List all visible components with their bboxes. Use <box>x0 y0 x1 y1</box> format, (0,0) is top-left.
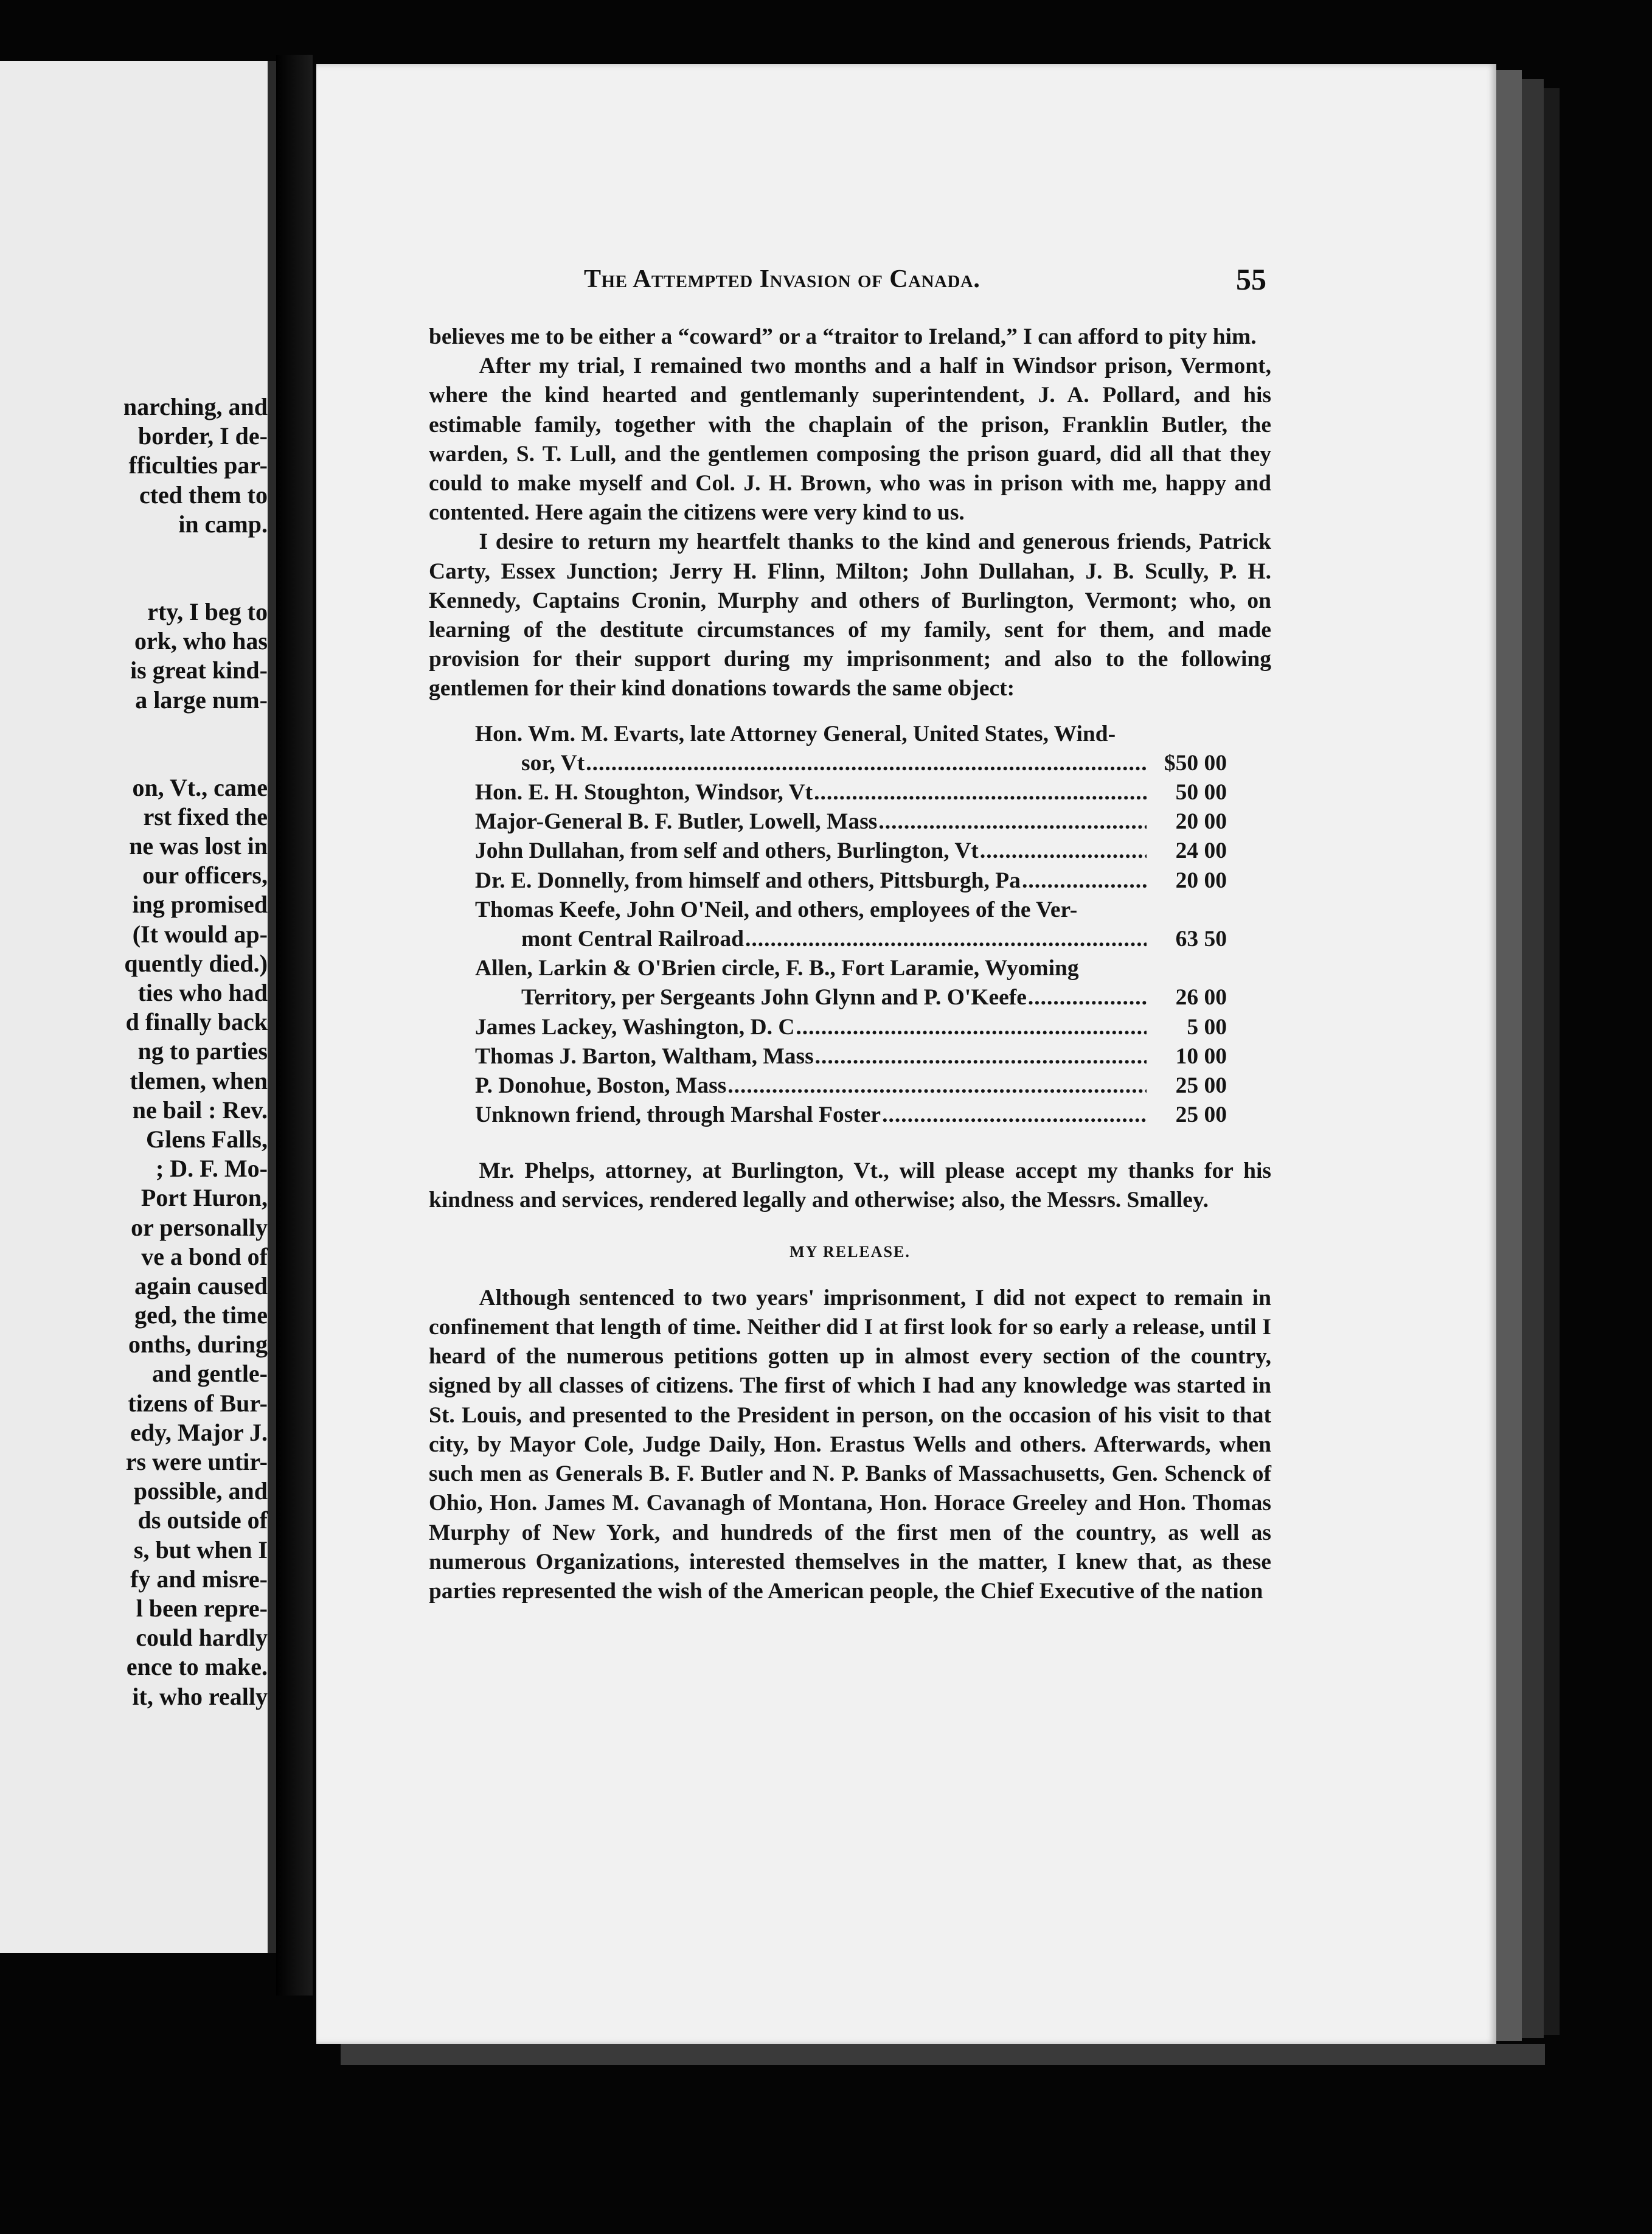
page-edge <box>1496 70 1522 2041</box>
donation-row <box>475 983 1227 1012</box>
donor-name: Unknown friend, through Marshal Foster <box>475 1102 881 1128</box>
facing-page-line: border, I de- <box>138 422 268 450</box>
facing-page-line: Port Huron, <box>141 1184 268 1212</box>
facing-page-line: our officers, <box>142 861 268 889</box>
release-section <box>429 1284 1271 1606</box>
running-head: The Attempted Invasion of Canada. <box>584 265 980 293</box>
facing-page-line: it, who really <box>132 1682 268 1710</box>
donor-name: P. Donohue, Boston, Mass <box>475 1073 727 1098</box>
facing-page-line: ged, the time <box>134 1301 268 1329</box>
leader-dots <box>745 925 1147 954</box>
leader-dots <box>796 1013 1147 1042</box>
leader-dots <box>1028 983 1147 1012</box>
facing-page-line: ; D. F. Mo- <box>155 1155 268 1183</box>
donation-row <box>475 837 1227 866</box>
facing-page-line: again caused <box>134 1272 268 1300</box>
facing-page-line: a large num- <box>135 686 268 714</box>
facing-page-line: or personally <box>131 1213 268 1241</box>
donation-amount: 26 00 <box>1175 985 1227 1011</box>
donation-amount: 20 00 <box>1175 868 1227 893</box>
facing-page-line: ds outside of <box>137 1506 268 1534</box>
facing-page-line <box>0 539 268 597</box>
facing-page-line: ne bail : Rev. <box>132 1096 268 1124</box>
facing-page-line: and gentle- <box>152 1360 268 1388</box>
donation-row <box>475 925 1227 954</box>
facing-page-line: edy, Major J. <box>130 1418 268 1446</box>
leader-dots <box>815 1042 1147 1071</box>
donation-row <box>475 778 1227 807</box>
facing-page-line: on, Vt., came <box>132 773 268 801</box>
facing-page-line: d finally back <box>125 1008 268 1036</box>
facing-page-line: cted them to <box>139 481 268 509</box>
book-gutter <box>276 55 313 1996</box>
facing-page-line: ing promised <box>132 891 268 919</box>
facing-page-line: rty, I beg to <box>147 597 268 625</box>
facing-page <box>0 61 276 1953</box>
leader-dots <box>586 749 1147 778</box>
donor-name: Thomas J. Barton, Waltham, Mass <box>475 1043 814 1069</box>
donation-amount: 24 00 <box>1175 838 1227 864</box>
facing-page-line: ng to parties <box>137 1037 268 1065</box>
page-edge-bottom <box>341 2044 1545 2065</box>
facing-page-line: tlemen, when <box>130 1067 268 1094</box>
donor-name: James Lackey, Washington, D. C <box>475 1014 795 1040</box>
donation-row <box>475 749 1227 778</box>
facing-page-line: is great kind- <box>130 656 268 684</box>
facing-page-line: quently died.) <box>124 949 268 977</box>
facing-page-line: onths, during <box>128 1331 268 1359</box>
donation-amount: 63 50 <box>1175 926 1227 952</box>
donation-row <box>475 1101 1227 1130</box>
donation-row <box>475 807 1227 837</box>
paragraph: believes me to be either a “coward” or a “traitor to Ireland,” I can afford to pity him. <box>429 324 1257 349</box>
leader-dots <box>878 807 1147 837</box>
paragraph: After my trial, I remained two months and a half in Windsor prison, Vermont, where the kind hearted and gentlemanly superintendent, J. A. Pollard, and his estimable family, together with the chaplain of the prison, Franklin Butler, the warden, S. T. Lull, and the gentlemen composing the prison guard, did all that they could to make myself and Col. J. H. Brown, who was in prison with me, happy and contented. Here again the citizens were very kind to us. <box>429 353 1271 526</box>
donation-amount: 20 00 <box>1175 809 1227 835</box>
leader-dots <box>882 1101 1147 1130</box>
facing-page-line: ence to make. <box>126 1653 268 1681</box>
facing-page-line: Glens Falls, <box>145 1125 268 1153</box>
donation-amount: 50 00 <box>1175 780 1227 805</box>
donation-name-line: Thomas Keefe, John O'Neil, and others, employees of the Ver- <box>475 897 1078 922</box>
facing-page-line: narching, and <box>123 393 268 420</box>
donations-list <box>475 720 1227 1130</box>
donation-row <box>475 1042 1227 1071</box>
facing-page-line: rst fixed the <box>143 802 268 830</box>
facing-page-line: l been repre- <box>136 1594 268 1622</box>
facing-page-line: tizens of Bur- <box>128 1389 268 1417</box>
leader-dots <box>814 778 1147 807</box>
paragraph: I desire to return my heartfelt thanks to the kind and generous friends, Patrick Carty, Essex Junction; Jerry H. Flinn, Milton; John Dullahan, J. B. Scully, P. H. Kennedy, Captains Cronin, Murphy and others of Burlington, Vermont; who, on learning of the destitute circumstances of my family, sent for them, and made provision for their support during my imprisonment; and also to the following gentlemen for their kind donations towards the same object: <box>429 529 1271 701</box>
donation-amount: 10 00 <box>1175 1043 1227 1069</box>
donation-row <box>475 1013 1227 1042</box>
facing-page-line: possible, and <box>133 1477 268 1505</box>
page-edge <box>1522 79 1544 2038</box>
donor-name: sor, Vt <box>521 750 585 776</box>
donation-row <box>475 866 1227 896</box>
donor-name: mont Central Railroad <box>521 926 744 952</box>
donation-amount: 25 00 <box>1175 1102 1227 1128</box>
facing-page-line: ork, who has <box>134 627 268 655</box>
section-heading: MY RELEASE. <box>790 1242 911 1261</box>
donor-name: Major-General B. F. Butler, Lowell, Mass <box>475 809 878 835</box>
donor-name: Dr. E. Donnelly, from himself and others, Pittsburgh, Pa <box>475 868 1021 893</box>
facing-page-line: ne was lost in <box>129 832 268 860</box>
donation-name-line: Hon. Wm. M. Evarts, late Attorney General, United States, Wind- <box>475 721 1116 746</box>
donation-amount: 5 00 <box>1187 1014 1227 1040</box>
facing-page-line: (It would ap- <box>132 920 268 948</box>
leader-dots <box>727 1071 1147 1101</box>
paragraph: Although sentenced to two years' imprisonment, I did not expect to remain in confinement that length of time. Neither did I at first look for so early a release, until I heard of the numerous petitions gotten up in almost every section of the country, signed by all classes of citizens. The first of which I had any knowledge was started in St. Louis, and presented to the President in person, on the occasion of his visit to that city, by Mayor Cole, Judge Daily, Hon. Erastus Wells and others. Afterwards, when such men as Generals B. F. Butler and N. P. Banks of Massachusetts, Gen. Schenck of Ohio, Hon. James M. Cavanagh of Montana, Hon. Horace Greeley and Hon. Thomas Murphy of New York, and hundreds of the first men of the country, as well as numerous Organizations, interested themselves in the matter, I knew that, as these parties represented the wish of the American people, the Chief Executive of the nation <box>429 1285 1271 1604</box>
facing-page-text <box>0 392 268 1711</box>
donation-name-line: Allen, Larkin & O'Brien circle, F. B., Fort Laramie, Wyoming <box>475 956 1079 981</box>
facing-page-line: fy and misre- <box>130 1565 268 1593</box>
facing-page-line: s, but when I <box>133 1536 268 1564</box>
donor-name: John Dullahan, from self and others, Burlington, Vt <box>475 838 979 864</box>
facing-page-line: ve a bond of <box>141 1242 268 1270</box>
page-edge <box>1544 88 1560 2035</box>
facing-page-line: in camp. <box>178 510 268 538</box>
leader-dots <box>980 837 1147 866</box>
page-body <box>429 322 1271 1606</box>
donation-amount: $50 00 <box>1164 750 1227 776</box>
donor-name: Territory, per Sergeants John Glynn and P. O'Keefe <box>521 985 1027 1011</box>
facing-page-line <box>0 715 268 773</box>
leader-dots <box>1022 866 1147 896</box>
donation-row <box>475 1071 1227 1101</box>
facing-page-line: rs were untir- <box>125 1448 268 1475</box>
page-number: 55 <box>1236 262 1266 296</box>
facing-page-line: could hardly <box>136 1624 268 1652</box>
facing-page-line: ties who had <box>137 979 268 1006</box>
paragraph: Mr. Phelps, attorney, at Burlington, Vt., will please accept my thanks for his kindness and services, rendered legally and otherwise; also, the Messrs. Smalley. <box>429 1158 1271 1213</box>
donor-name: Hon. E. H. Stoughton, Windsor, Vt <box>475 780 813 805</box>
donation-amount: 25 00 <box>1175 1073 1227 1098</box>
facing-page-line: fficulties par- <box>128 451 268 479</box>
